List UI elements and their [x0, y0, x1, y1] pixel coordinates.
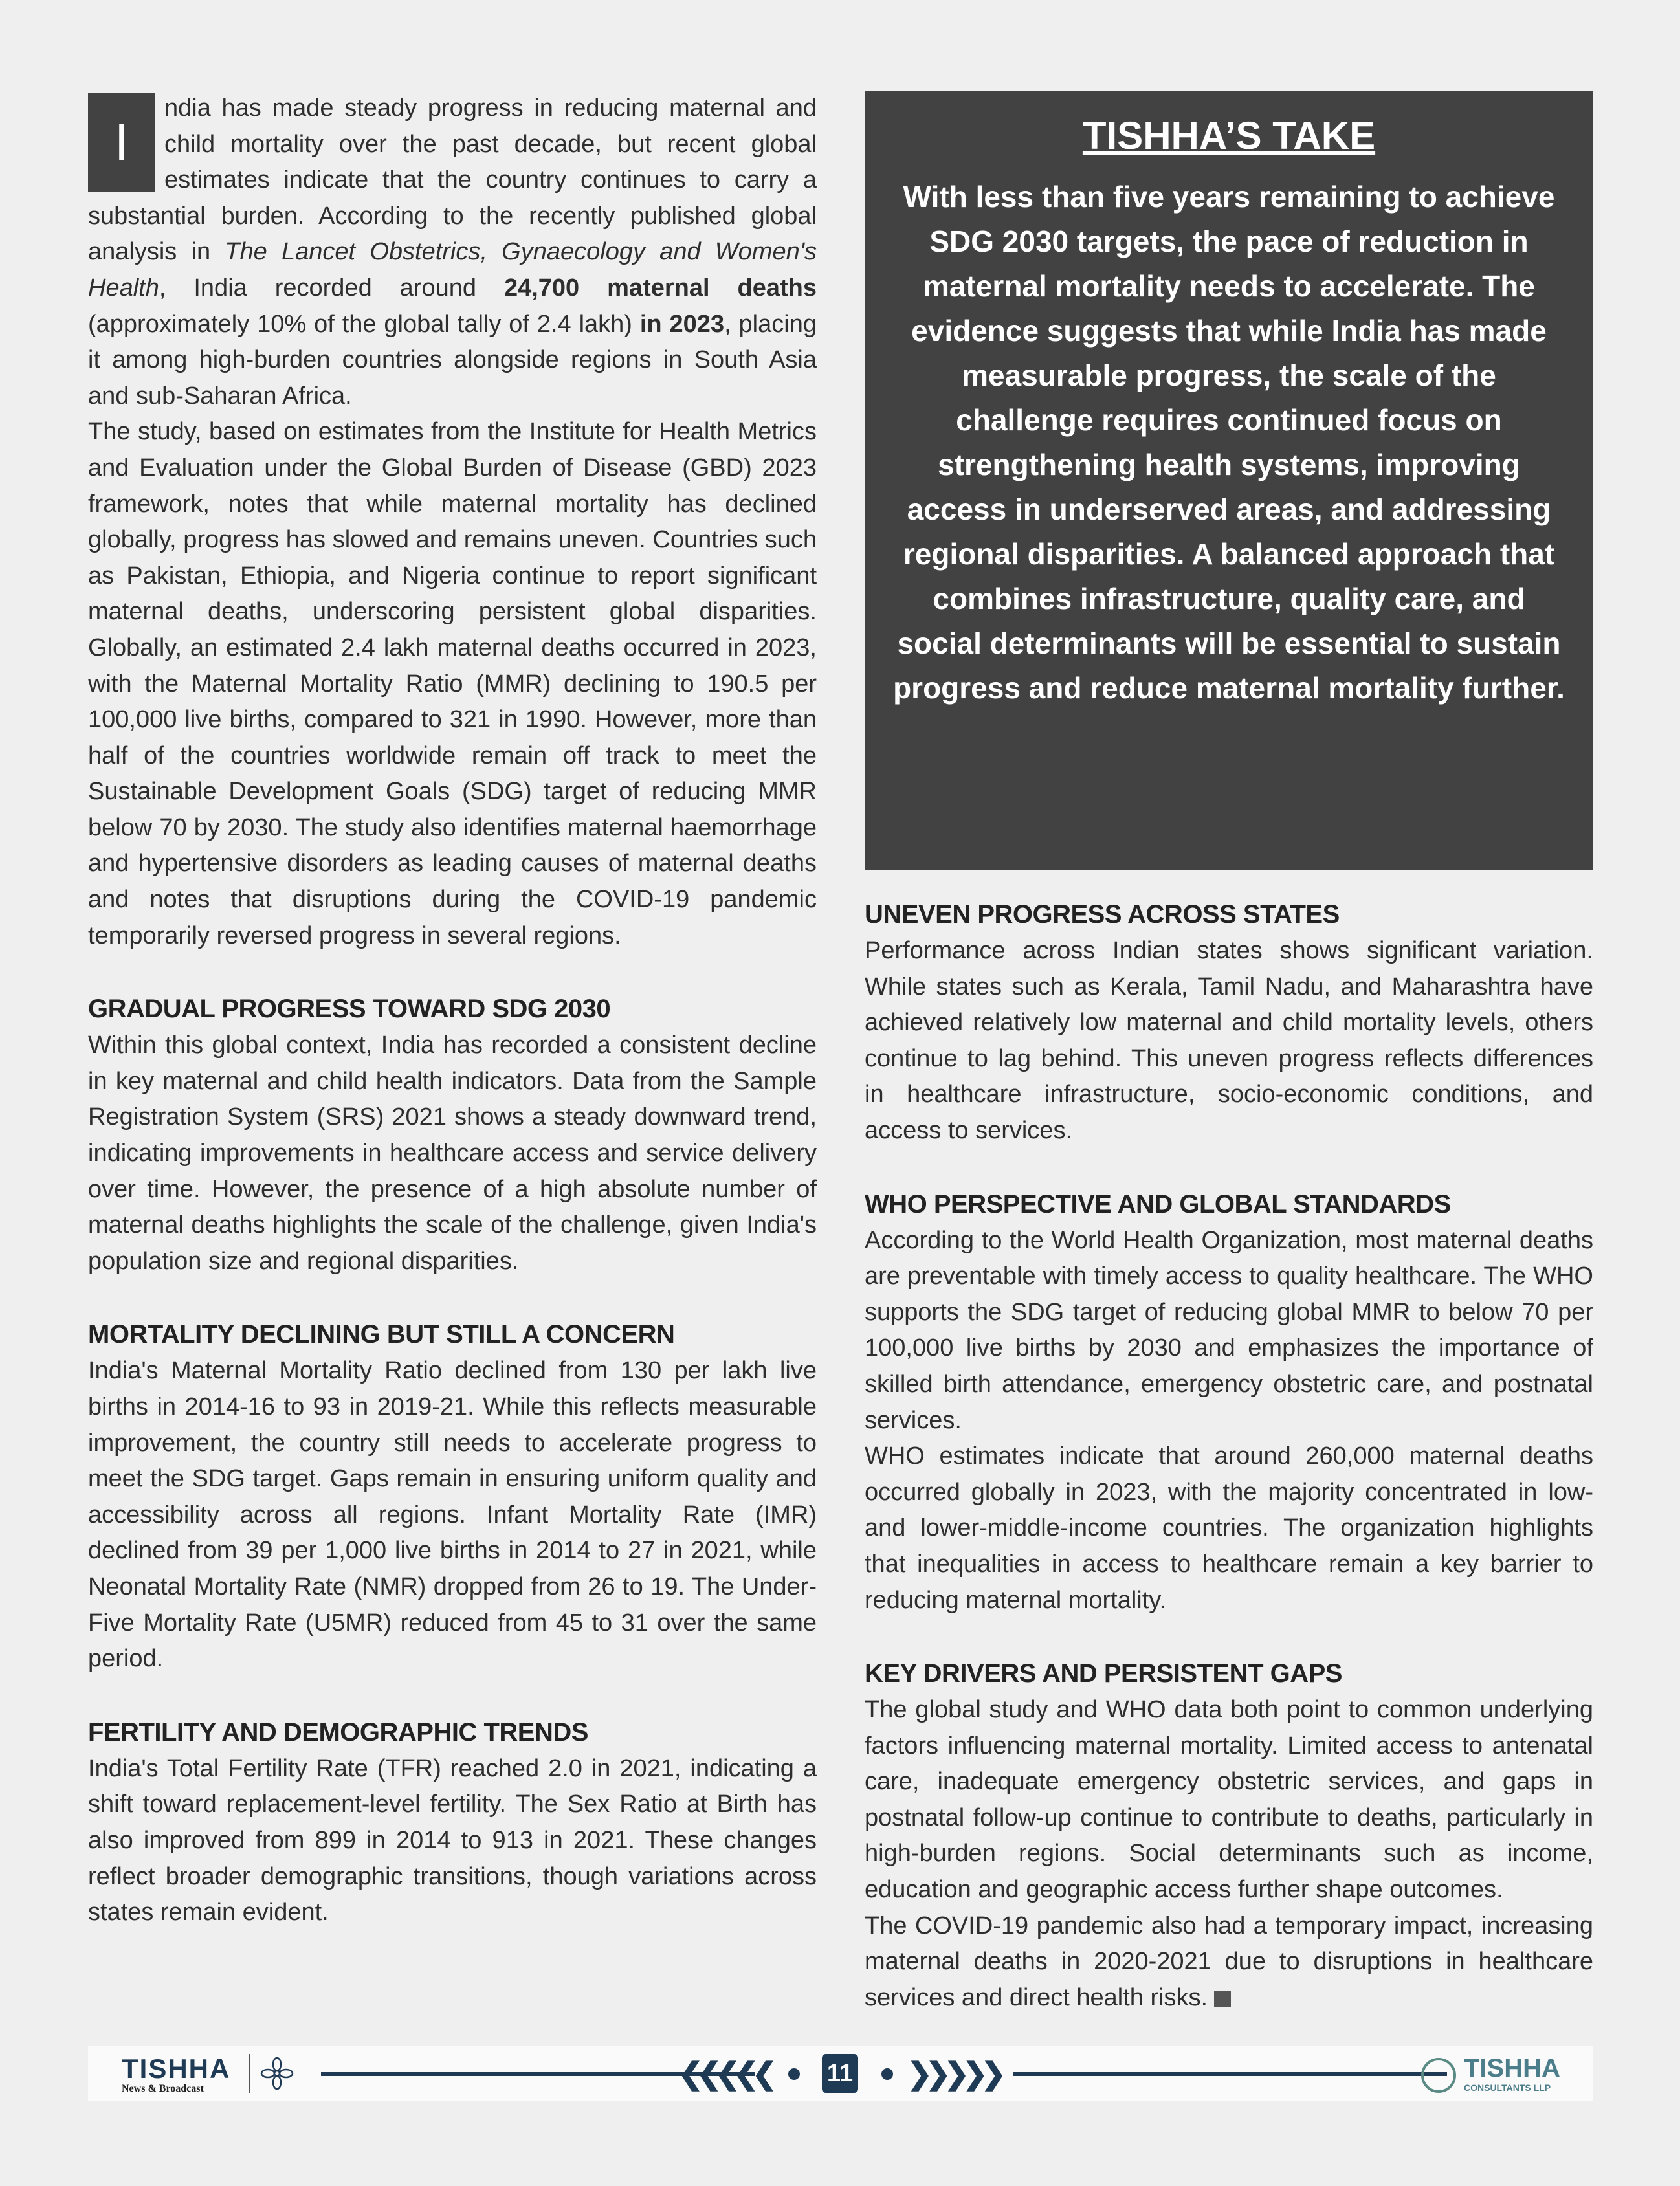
section-heading: KEY DRIVERS AND PERSISTENT GAPS	[865, 1659, 1342, 1688]
journal-title: The Lancet Obstetrics, Gynaecology and Women's Health	[88, 238, 817, 302]
intro-paragraph-2: The study, based on estimates from the Institute for Health Metrics and Evaluation under the Global Burden of Disease (GBD) 2023 framework, notes that while maternal mortality has declined globally, progress has slowed and remains uneven. Countries such as Pakistan, Ethiopia, and Nigeria continue to report significant maternal deaths, underscoring persistent global disparities. Globally, an estimated 2.4 lakh maternal deaths occurred in 2023, with the Maternal Mortality Ratio (MMR) declining to 190.5 per 100,000 live births, compared to 321 in 1990. However, more than half of the countries worldwide remain off track to meet the Sustainable Development Goals (SDG) target of reducing MMR below 70 by 2030. The study also identifies maternal haemorrhage and hypertensive disorders as leading causes of maternal deaths and notes that disruptions during the COVID-19 pandemic temporarily reversed progress in several regions.	[88, 418, 817, 949]
section-text: India's Total Fertility Rate (TFR) reached 2.0 in 2021, indicating a shift toward replacement-level fertility. The Sex Ratio at Birth has also improved from 899 in 2014 to 913 in 2021. These changes reflect broader demographic transitions, though variations across states remain evident.	[88, 1754, 817, 1927]
globe-icon	[1421, 2058, 1456, 2093]
logo-divider	[249, 2054, 250, 2093]
chevrons-right-icon: ❯❯❯❯❯	[907, 2057, 1000, 2090]
footer-dot	[788, 2068, 800, 2080]
section-text: India's Maternal Mortality Ratio declined from 130 per lakh live births in 2014-16 to 93 in 2019-21. While this reflects measurable improvement, the country still needs to accelerate progress to meet the SDG target. Gaps remain in ensuring uniform quality and accessibility across all regions. Infant Mortality Rate (IMR) declined from 39 per 1,000 live births in 2014 to 27 in 2021, while Neonatal Mortality Rate (NMR) dropped from 26 to 19. The Under-Five Mortality Rate (U5MR) reduced from 45 to 31 over the same period.	[88, 1357, 817, 1673]
page-number: 11	[822, 2054, 858, 2093]
section-text: Within this global context, India has recorded a consistent decline in key maternal and child health indicators. Data from the Sample Registration System (SRS) 2021 shows a steady downward trend, indicating improvements in healthcare access and service delivery over time. However, the presence of a high absolute number of maternal deaths highlights the scale of the challenge, given India's population size and regional disparities.	[88, 1032, 817, 1275]
right-column	[865, 91, 1593, 2016]
flower-icon	[259, 2055, 295, 2092]
take-body: With less than five years remaining to achieve SDG 2030 targets, the pace of reduction in maternal mortality needs to accelerate. The evidence suggests that while India has made measurable progress, the scale of the challenge requires continued focus on strengthening health systems, improving access in underserved areas, and addressing regional disparities. A balanced approach that combines infrastructure, quality care, and social determinants will be essential to sustain progress and reduce maternal mortality further.	[893, 180, 1565, 705]
section-text: The global study and WHO data both point to common underlying factors influencing maternal mortality. Limited access to antenatal care, inadequate emergency obstetric services, and gaps in postnatal follow-up continue to contribute to deaths, particularly in high-burden regions. Social determinants such as income, education and geographic access further shape outcomes.	[865, 1696, 1593, 1904]
section-text: Performance across Indian states shows significant variation. While states such as Kerala, Tamil Nadu, and Maharashtra have achieved relatively low maternal and child mortality levels, others continue to lag behind. This uneven progress reflects differences in healthcare infrastructure, socio-economic conditions, and access to services.	[865, 937, 1593, 1144]
tishha-news-logo: TISHHA News & Broadcast	[122, 2053, 231, 2094]
end-mark-icon	[1214, 1991, 1231, 2007]
drop-cap: I	[88, 93, 155, 192]
tishha-take-box	[865, 91, 1593, 870]
left-column	[88, 91, 817, 1931]
footer-dot	[881, 2068, 893, 2080]
footer-rule-right	[1013, 2072, 1447, 2076]
section-text-2: The COVID-19 pandemic also had a temporary impact, increasing maternal deaths in 2020-2021 due to disruptions in healthcare services and direct health risks.	[865, 1912, 1593, 2011]
section-heading: FERTILITY AND DEMOGRAPHIC TRENDS	[88, 1717, 588, 1747]
chevrons-left-icon: ❮❮❮❮❮	[678, 2057, 771, 2090]
section-heading: GRADUAL PROGRESS TOWARD SDG 2030	[88, 995, 611, 1024]
section-heading: WHO PERSPECTIVE AND GLOBAL STANDARDS	[865, 1189, 1451, 1219]
page-footer: TISHHA News & Broadcast ❮❮❮❮❮ 11 ❯❯❯❯❯ TISHHA CONSULTANTS LLP	[88, 2046, 1593, 2101]
section-heading: UNEVEN PROGRESS ACROSS STATES	[865, 900, 1340, 929]
intro-paragraph: I ndia has made steady progress in reducing maternal and child mortality over the past decade, but recent global estimates indicate that the country continues to carry a substantial burden. According to the recently published global analysis in The Lancet Obstetrics, Gynaecology and Women's Health, India recorded around 24,700 maternal deaths (approximately 10% of the global tally of 2.4 lakh) in 2023, placing it among high-burden countries alongside regions in South Asia and sub-Saharan Africa.	[88, 94, 817, 410]
section-heading: MORTALITY DECLINING BUT STILL A CONCERN	[88, 1320, 675, 1349]
section-text: According to the World Health Organization, most maternal deaths are preventable with timely access to quality healthcare. The WHO supports the SDG target of reducing global MMR to below 70 per 100,000 live births by 2030 and emphasizes the importance of skilled birth attendance, emergency obstetric care, and postnatal services.	[865, 1226, 1593, 1434]
section-text-2: WHO estimates indicate that around 260,000 maternal deaths occurred globally in 2023, with the majority concentrated in low- and lower-middle-income countries. The organization highlights that inequalities in access to healthcare remain a key barrier to reducing maternal mortality.	[865, 1442, 1593, 1614]
take-title: TISHHA’S TAKE	[1082, 114, 1376, 157]
